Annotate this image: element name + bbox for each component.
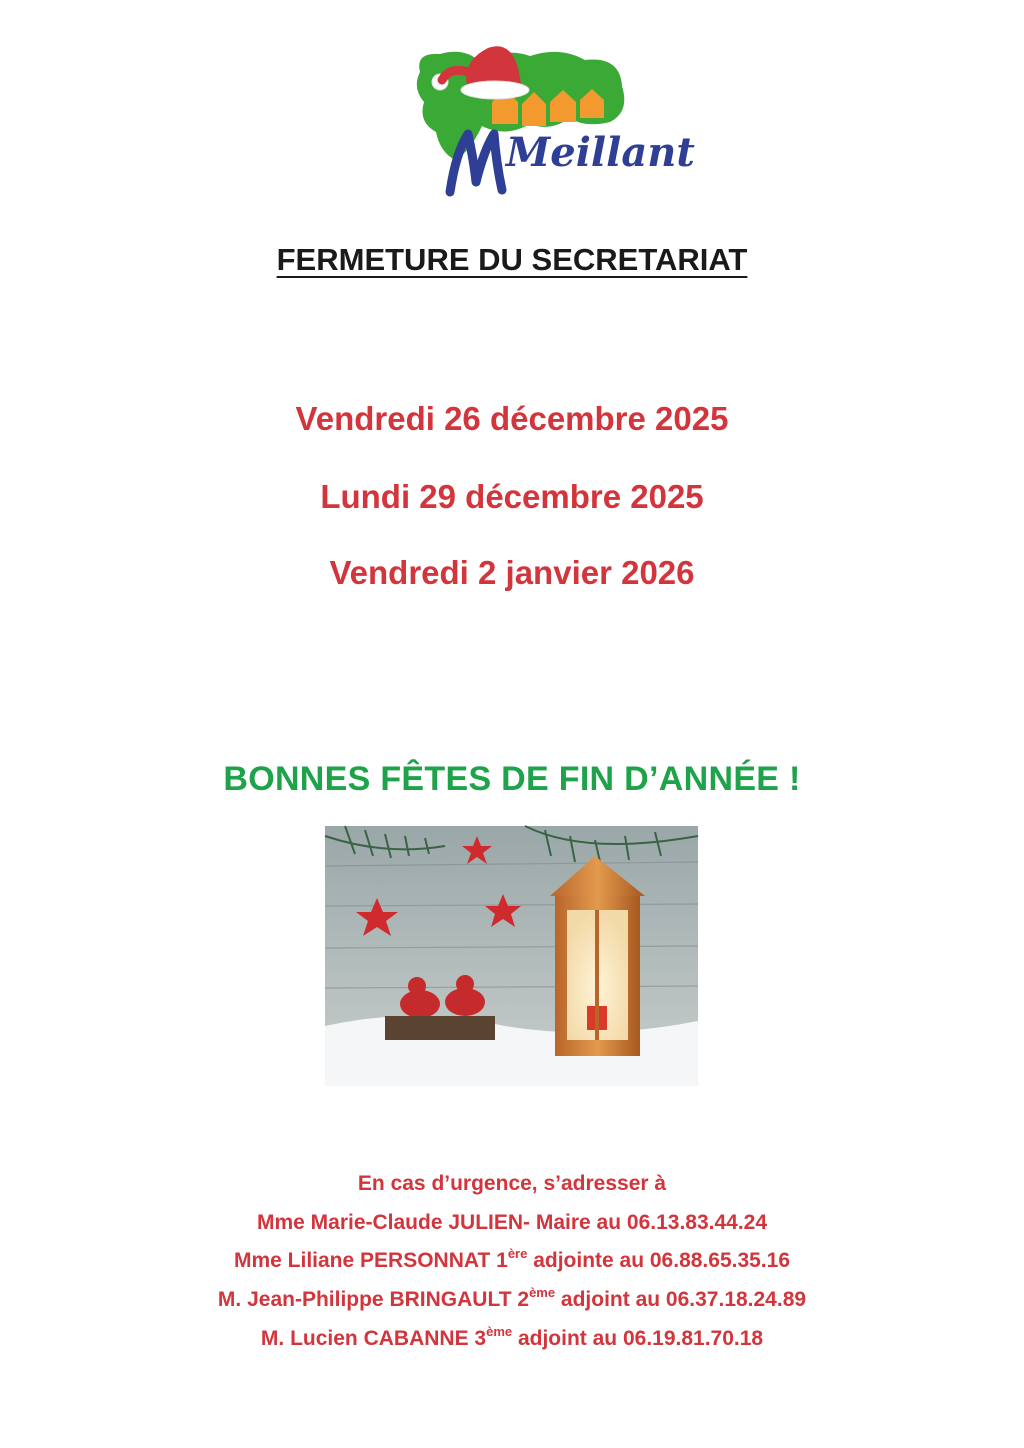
- ordinal-suffix: ème: [486, 1324, 513, 1339]
- closure-date-2: Lundi 29 décembre 2025: [320, 478, 704, 515]
- contact-text: Mme Marie-Claude JULIEN- Maire au 06.13.83.44.24: [256, 1211, 768, 1234]
- ordinal-suffix: ère: [507, 1246, 528, 1261]
- contact-text: M. Jean-Philippe BRINGAULT 2: [217, 1288, 530, 1311]
- logo-graphic: [410, 42, 695, 202]
- ordinal-suffix: ème: [529, 1285, 556, 1300]
- christmas-photo: [325, 826, 698, 1086]
- closure-date-3: Vendredi 2 janvier 2026: [329, 554, 695, 591]
- contact-text-end: adjointe au 06.88.65.35.16: [527, 1249, 791, 1272]
- contact-line-mayor: [0, 1211, 1024, 1235]
- contact-line-second-deputy: [0, 1285, 1024, 1312]
- contact-text-end: adjoint au 06.19.81.70.18: [512, 1327, 764, 1350]
- contact-line-first-deputy: [0, 1246, 1024, 1273]
- logo-wordmark: Meillant: [506, 129, 695, 176]
- meillant-logo: [410, 42, 695, 202]
- contact-line-third-deputy: [0, 1324, 1024, 1351]
- contact-text: Mme Liliane PERSONNAT 1: [233, 1249, 508, 1272]
- closure-date-1: Vendredi 26 décembre 2025: [295, 400, 729, 437]
- emergency-intro: En cas d’urgence, s’adresser à: [357, 1172, 667, 1195]
- contact-text: M. Lucien CABANNE 3: [260, 1327, 487, 1350]
- contact-text-end: adjoint au 06.37.18.24.89: [555, 1288, 807, 1311]
- page-title: FERMETURE DU SECRETARIAT: [276, 242, 748, 277]
- holiday-greeting: BONNES FÊTES DE FIN D’ANNÉE !: [223, 760, 801, 798]
